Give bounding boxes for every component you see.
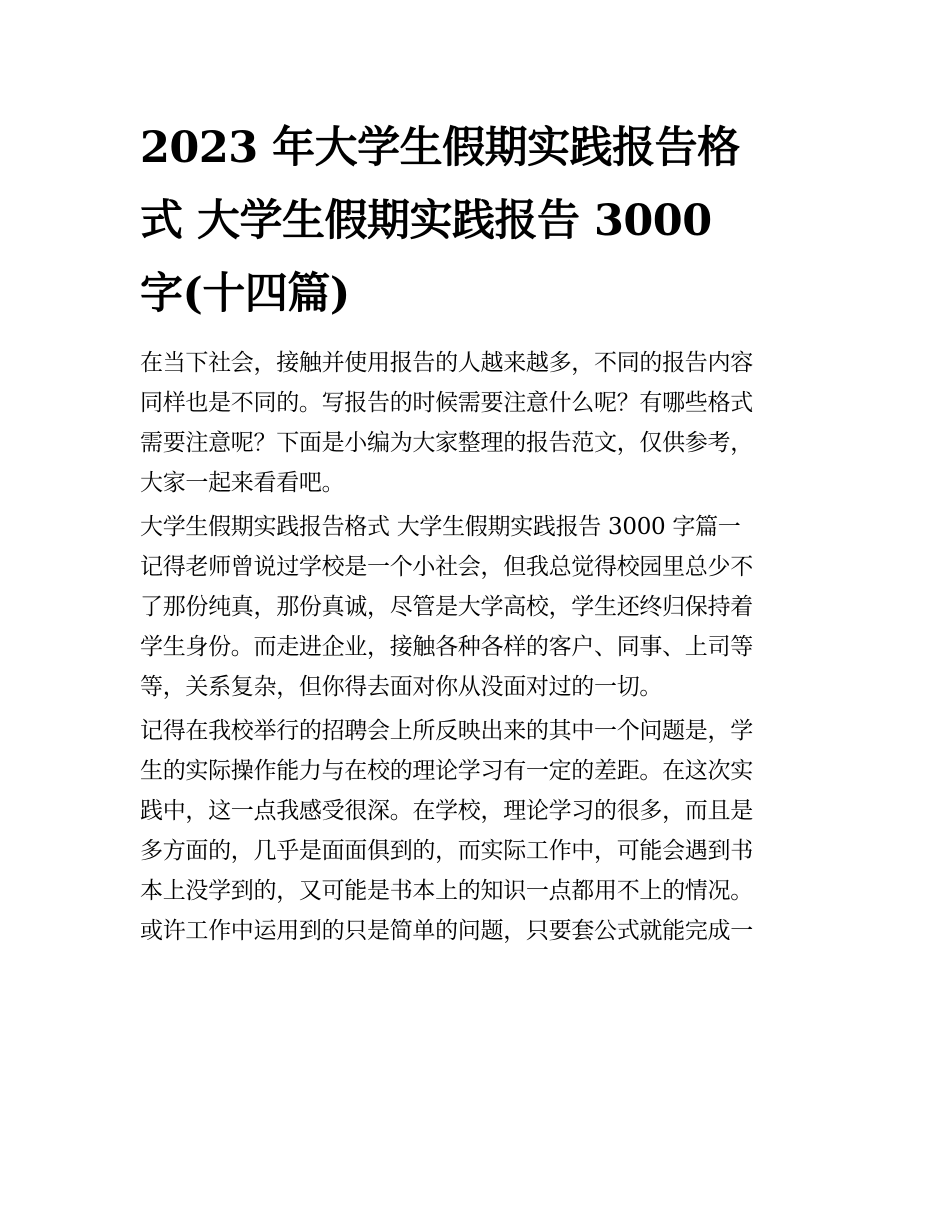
- section-heading: 大学生假期实践报告格式 大学生假期实践报告 3000 字篇一: [140, 514, 741, 540]
- document-title: 2023 年大学生假期实践报告格 式 大学生假期实践报告 3000 字(十四篇): [140, 123, 740, 319]
- body-paragraph: 记得老师曾说过学校是一个小社会，但我总觉得校园里总少不 了那份纯真，那份真诚，尽管是大学高校，学生还终归保持着 学生身份。而走进企业，接触各种各样的客户、同事、上司等 等，关系复杂，但你得去面对你从没面对过的一切。: [140, 554, 753, 700]
- intro-paragraph: 在当下社会，接触并使用报告的人越来越多，不同的报告内容 同样也是不同的。写报告的时候需要注意什么呢？有哪些格式 需要注意呢？下面是小编为大家整理的报告范文，仅供参考， 大家一起来看看吧。: [140, 350, 753, 496]
- document-content: [140, 112, 812, 955]
- body-paragraph: 记得在我校举行的招聘会上所反映出来的其中一个问题是，学 生的实际操作能力与在校的理论学习有一定的差距。在这次实 践中，这一点我感受很深。在学校，理论学习的很多，而且是 多方面的，几乎是面面俱到的，而实际工作中，可能会遇到书 本上没学到的，又可能是书本上的知识一点都用不上的情况。 或许工作中运用到的只是简单的问题，只要套公式就能完成一: [140, 718, 753, 944]
